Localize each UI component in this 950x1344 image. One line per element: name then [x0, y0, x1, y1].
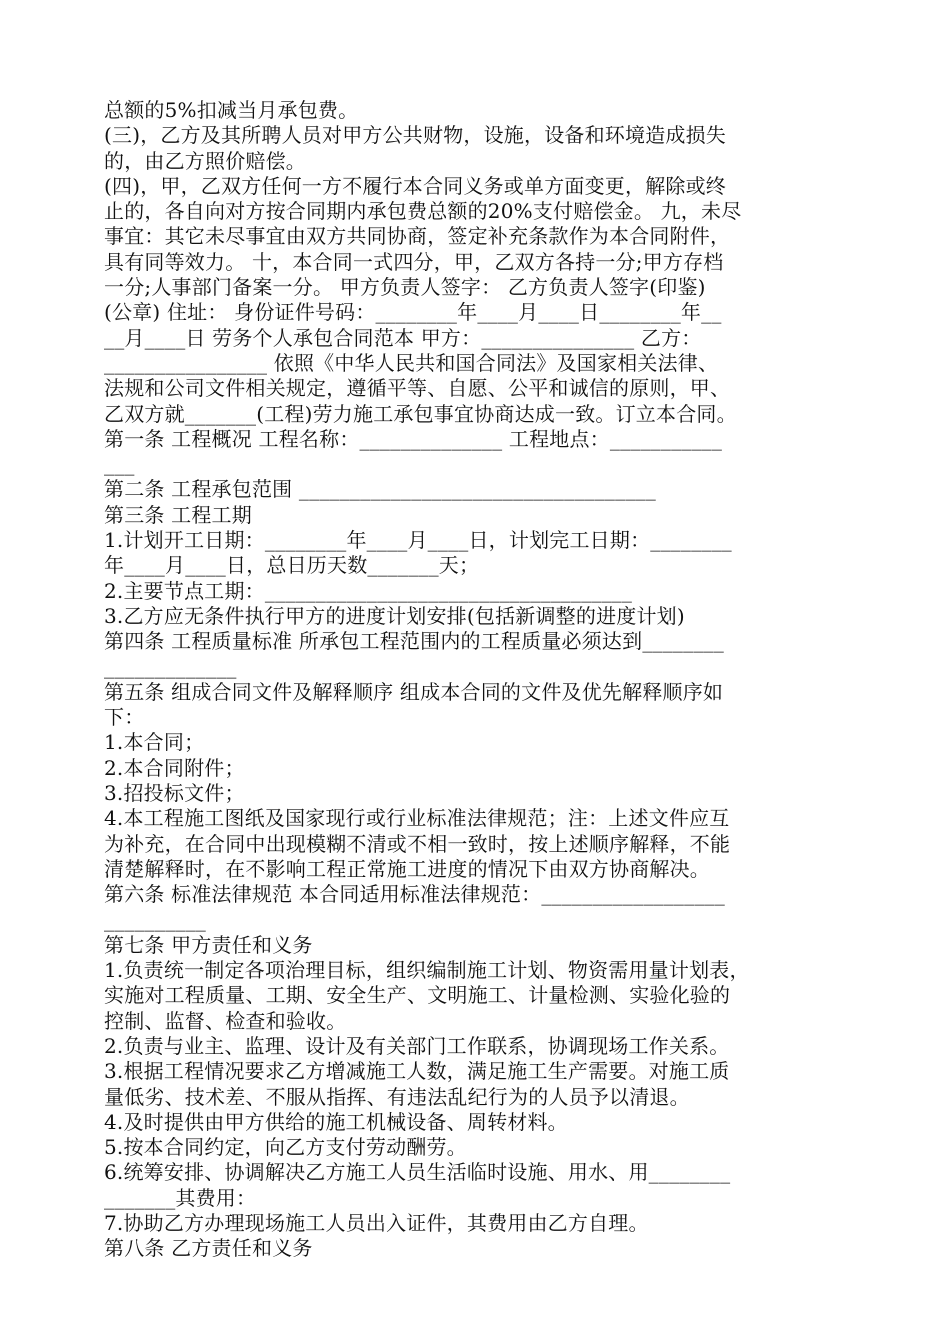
text-line: 量低劣、技术差、不服从指挥、有违法乱纪行为的人员予以清退。	[104, 1084, 690, 1109]
text-line: 第七条 甲方责任和义务	[104, 932, 313, 957]
text-line: 1.计划开工日期：________年____月____日，计划完工日期：________	[104, 528, 732, 553]
text-line: 3.招投标文件；	[104, 781, 245, 806]
text-line: 第四条 工程质量标准 所承包工程范围内的工程质量必须达到________	[104, 629, 724, 654]
text-line: 第八条 乙方责任和义务	[104, 1236, 313, 1261]
text-line: 2.主要节点工期：____________________________________	[104, 578, 633, 603]
text-line: (公章) 住址： 身份证件号码：________年____月____日________年__	[104, 300, 722, 325]
text-line: 一分;人事部门备案一分。 甲方负责人签字： 乙方负责人签字(印鉴)	[104, 275, 706, 300]
text-line: 法规和公司文件相关规定，遵循平等、自愿、公平和诚信的原则，甲、	[104, 376, 731, 401]
text-line: 实施对工程质量、工期、安全生产、文明施工、计量检测、实验化验的	[104, 983, 731, 1008]
text-line: 4.本工程施工图纸及国家现行或行业标准法律规范；注：上述文件应互	[104, 806, 730, 831]
text-line: ________________ 依照《中华人民共和国合同法》及国家相关法律、	[104, 350, 719, 375]
text-line: ___	[104, 452, 135, 477]
text-line: 6.统筹安排、协调解决乙方施工人员生活临时设施、用水、用________	[104, 1160, 731, 1185]
text-line: 2.本合同附件；	[104, 755, 245, 780]
text-line: 5.按本合同约定，向乙方支付劳动酬劳。	[104, 1135, 467, 1160]
text-line: 第三条 工程工期	[104, 502, 252, 527]
text-line: 3.根据工程情况要求乙方增减施工人数，满足施工生产需要。对施工质	[104, 1059, 730, 1084]
text-line: 控制、监督、检查和验收。	[104, 1008, 347, 1033]
text-line: 总额的5%扣减当月承包费。	[104, 98, 359, 122]
text-line: 1.本合同；	[104, 730, 205, 755]
text-line: 为补充，在合同中出现模糊不清或不相一致时，按上述顺序解释，不能	[104, 831, 731, 856]
text-line: (四)，甲，乙双方任何一方不履行本合同义务或单方面变更，解除或终	[104, 173, 727, 198]
text-line: 止的，各自向对方按合同期内承包费总额的20%支付赔偿金。 九，未尽	[104, 199, 742, 224]
text-line: 乙双方就_______(工程)劳力施工承包事宜协商达成一致。订立本合同。	[104, 401, 737, 426]
text-line: 2.负责与业主、监理、设计及有关部门工作联系，协调现场工作关系。	[104, 1033, 730, 1058]
text-line: 清楚解释时，在不影响工程正常施工进度的情况下由双方协商解决。	[104, 856, 710, 881]
text-line: 年____月____日，总日历天数_______天；	[104, 553, 480, 578]
text-line: 3.乙方应无条件执行甲方的进度计划安排(包括新调整的进度计划)	[104, 603, 685, 628]
text-line: (三)，乙方及其所聘人员对甲方公共财物，设施，设备和环境造成损失	[104, 123, 727, 148]
text-line: 7.协助乙方办理现场施工人员出入证件，其费用由乙方自理。	[104, 1211, 649, 1236]
text-line: 的，由乙方照价赔偿。	[104, 148, 306, 173]
text-line: 第五条 组成合同文件及解释顺序 组成本合同的文件及优先解释顺序如	[104, 679, 724, 704]
document-page	[104, 98, 854, 1262]
text-line: __月____日 劳务个人承包合同范本 甲方：_______________ 乙方：	[104, 325, 702, 350]
text-line: _____________	[104, 654, 237, 679]
text-line: 第一条 工程概况 工程名称：______________ 工程地点：___________	[104, 426, 723, 451]
text-line: 下：	[104, 705, 145, 730]
text-line: 事宜：其它未尽事宜由双方共同协商，签定补充条款作为本合同附件，	[104, 224, 731, 249]
text-line: 1.负责统一制定各项治理目标，组织编制施工计划、物资需用量计划表，	[104, 958, 750, 983]
text-line: 第六条 标准法律规范 本合同适用标准法律规范：__________________	[104, 882, 725, 907]
text-line: 第二条 工程承包范围 ___________________________________	[104, 477, 656, 502]
text-line: 4.及时提供由甲方供给的施工机械设备、周转材料。	[104, 1109, 568, 1134]
text-line: _______其费用：	[104, 1185, 257, 1210]
text-line: 具有同等效力。 十，本合同一式四分，甲，乙双方各持一分;甲方存档	[104, 249, 724, 274]
text-line: __________	[104, 907, 206, 932]
